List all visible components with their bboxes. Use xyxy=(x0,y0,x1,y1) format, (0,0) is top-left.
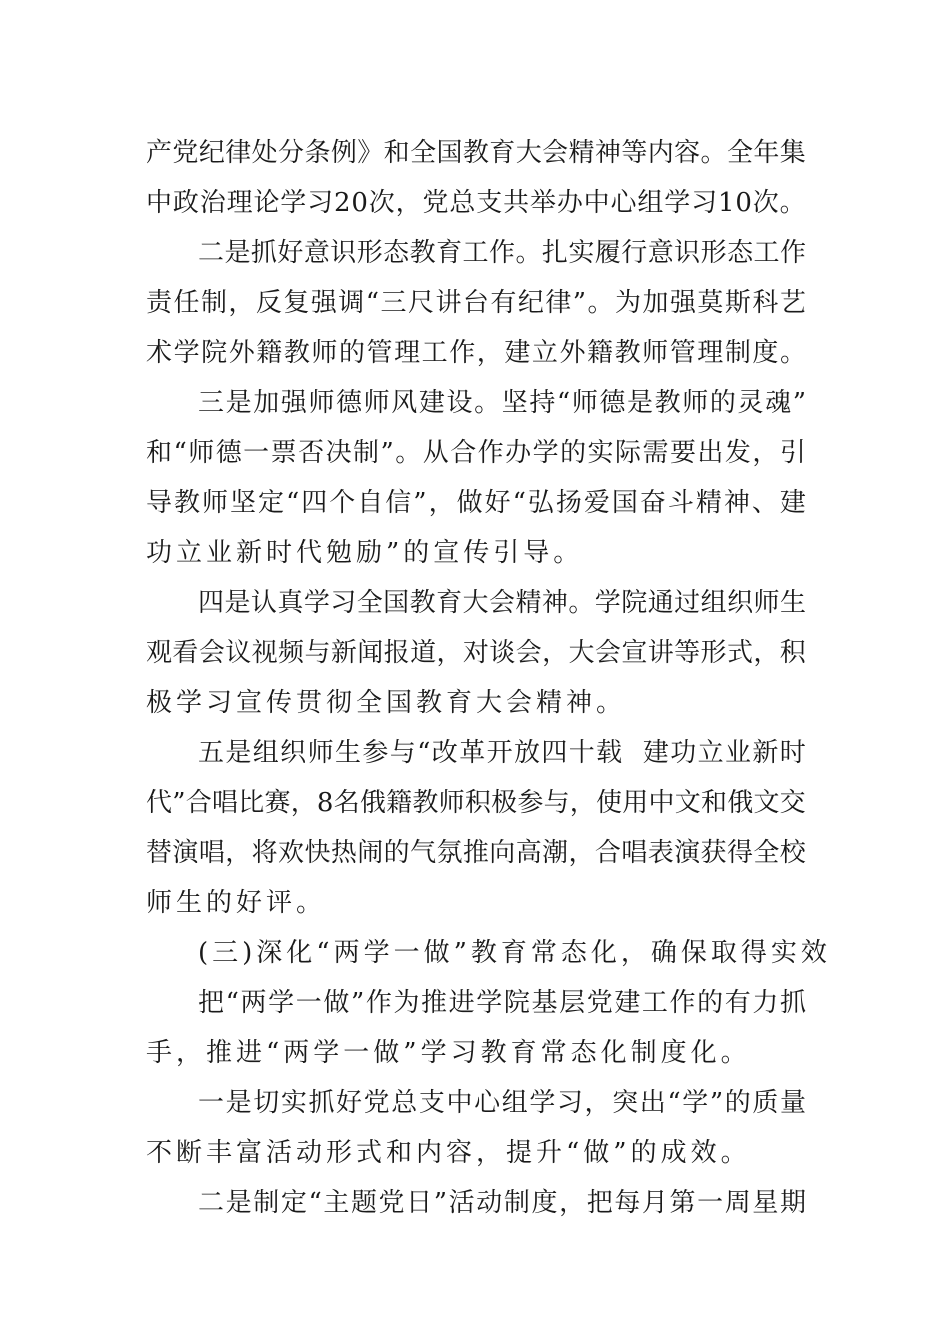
text-line: 替 演 唱 ， 将 欢 快 热 闹 的 气 氛 推 向 高 潮 ， 合 唱 表 演 获 得 全 校 xyxy=(146,838,806,868)
text-line: 三 是 加 强 师 德 师 风 建 设 。 坚 持 “ 师 德 是 教 师 的 灵 魂 ” xyxy=(198,388,806,418)
text-line: 二 是 制 定 “ 主 题 党 日 ” 活 动 制 度 ， 把 每 月 第 一 周 星 期 xyxy=(198,1188,806,1218)
text-line: 师生的好评。 xyxy=(146,888,327,918)
text-line: 四 是 认 真 学 习 全 国 教 育 大 会 精 神 。 学 院 通 过 组 织 师 生 xyxy=(198,588,806,618)
section-heading: (三)深化“两学一做”教育常态化，确保取得实效 xyxy=(198,938,831,968)
text-line: 五 是 组 织 师 生 参 与 “ 改 革 开 放 四 十 载 建 功 立 业 新 时 xyxy=(198,738,806,768)
text-line: 手，推进“两学一做”学习教育常态化制度化。 xyxy=(146,1038,751,1068)
text-line: 责 任 制 ， 反 复 强 调 “ 三 尺 讲 台 有 纪 律 ” 。 为 加 强 莫 斯 科 艺 xyxy=(146,288,806,318)
body-text xyxy=(146,128,831,1228)
text-line: 把 “ 两 学 一 做 ” 作 为 推 进 学 院 基 层 党 建 工 作 的 有 力 抓 xyxy=(198,988,806,1018)
text-line: 产 党 纪 律 处 分 条 例 》 和 全 国 教 育 大 会 精 神 等 内 容 。 全 年 集 xyxy=(146,138,806,168)
text-line: 导 教 师 坚 定 “ 四 个 自 信 ” ， 做 好 “ 弘 扬 爱 国 奋 斗 精 神 、 建 xyxy=(146,488,806,518)
text-line: 不断丰富活动形式和内容，提升“做”的成效。 xyxy=(146,1138,751,1168)
text-line: 中 政 治 理 论 学 习 2 0 次 ， 党 总 支 共 举 办 中 心 组 学 习 1 0 次 。 xyxy=(146,188,806,218)
text-line: 二 是 抓 好 意 识 形 态 教 育 工 作 。 扎 实 履 行 意 识 形 态 工 作 xyxy=(198,238,806,268)
text-line: 代 ” 合 唱 比 赛 ， 8 名 俄 籍 教 师 积 极 参 与 ， 使 用 中 文 和 俄 文 交 xyxy=(146,788,806,818)
text-line: 一 是 切 实 抓 好 党 总 支 中 心 组 学 习 ， 突 出 “ 学 ” 的 质 量 xyxy=(198,1088,806,1118)
text-line: 和 “ 师 德 一 票 否 决 制 ” 。 从 合 作 办 学 的 实 际 需 要 出 发 ， 引 xyxy=(146,438,806,468)
text-line: 极学习宣传贯彻全国教育大会精神。 xyxy=(146,688,627,718)
text-line: 术 学 院 外 籍 教 师 的 管 理 工 作 ， 建 立 外 籍 教 师 管 理 制 度 。 xyxy=(146,338,806,368)
text-line: 观 看 会 议 视 频 与 新 闻 报 道 ， 对 谈 会 ， 大 会 宣 讲 等 形 式 ， 积 xyxy=(146,638,806,668)
text-line: 功立业新时代勉励”的宣传引导。 xyxy=(146,538,584,568)
